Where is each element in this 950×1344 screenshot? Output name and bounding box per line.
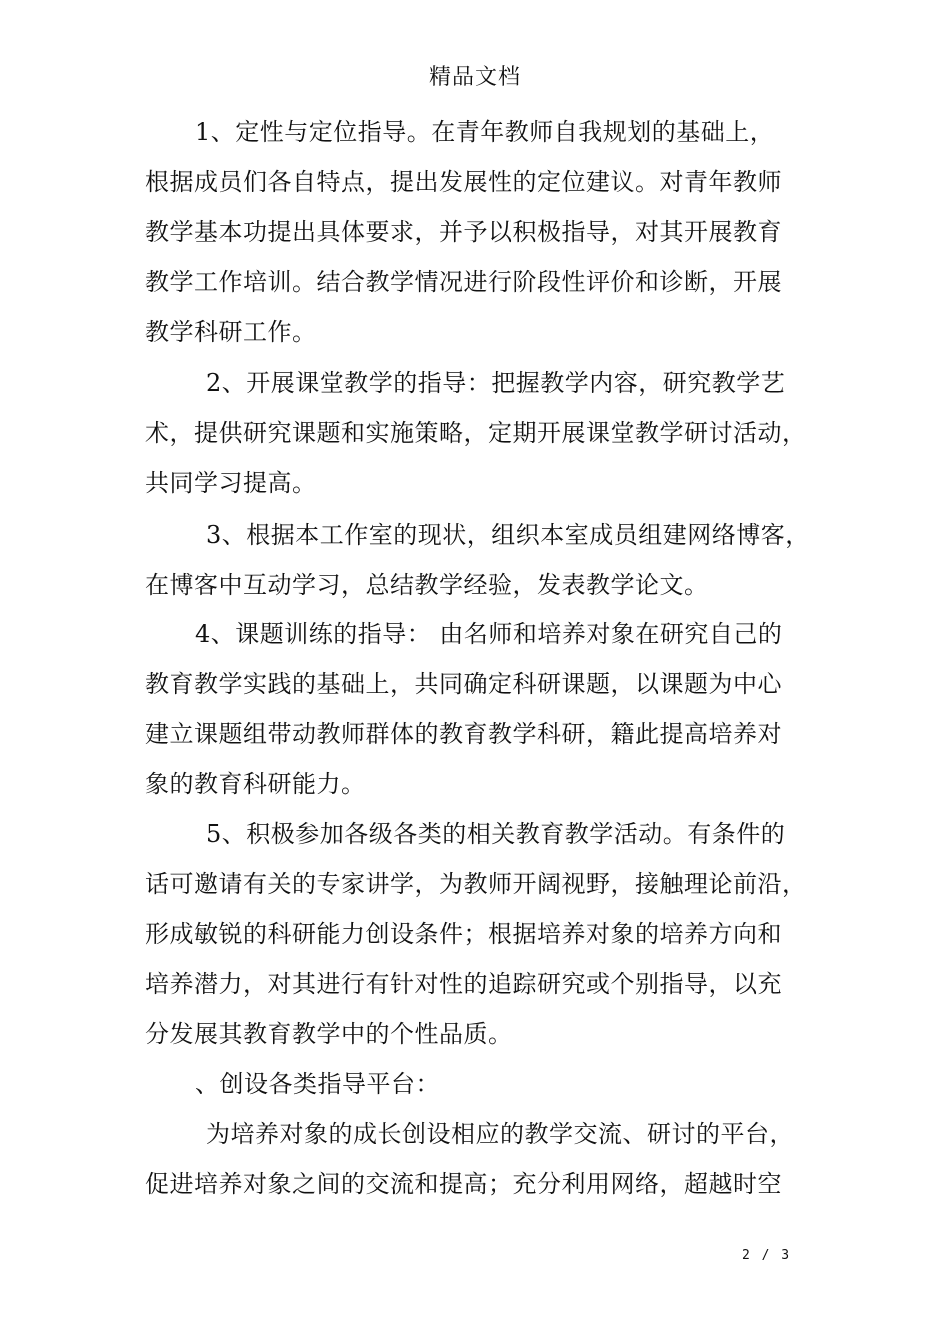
page-number: 2 / 3 [742,1248,792,1263]
paragraph-6-line-1: 为培养对象的成长创设相应的教学交流、研讨的平台， [206,1120,794,1148]
paragraph-5-line-3: 形成敏锐的科研能力创设条件；根据培养对象的培养方向和 [145,920,782,948]
paragraph-3-line-1: 3、根据本工作室的现状，组织本室成员组建网络博客， [206,521,810,549]
paragraph-4-line-1: 4、课题训练的指导： 由名师和培养对象在研究自己的 [195,620,783,648]
paragraph-4-line-4: 象的教育科研能力。 [145,770,366,798]
page-header-title: 精品文档 [428,65,521,90]
paragraph-1-line-1: 1、定性与定位指导。在青年教师自我规划的基础上， [195,118,775,146]
paragraph-5-line-4: 培养潜力，对其进行有针对性的追踪研究或个别指导，以充 [145,970,782,998]
paragraph-1-line-3: 教学基本功提出具体要求，并予以积极指导，对其开展教育 [145,218,782,246]
paragraph-5-line-1: 5、积极参加各级各类的相关教育教学活动。有条件的 [206,820,786,848]
paragraph-5-line-2: 话可邀请有关的专家讲学，为教师开阔视野，接触理论前沿， [145,870,807,898]
paragraph-2-line-3: 共同学习提高。 [145,469,317,497]
paragraph-1-line-5: 教学科研工作。 [145,318,317,346]
paragraph-4-line-3: 建立课题组带动教师群体的教育教学科研，籍此提高培养对 [145,720,782,748]
paragraph-2-line-2: 术，提供研究课题和实施策略，定期开展课堂教学研讨活动， [145,419,807,447]
section-heading-platform: 、创设各类指导平台： [195,1070,440,1098]
paragraph-3-line-2: 在博客中互动学习，总结教学经验，发表教学论文。 [145,571,709,599]
paragraph-6-line-2: 促进培养对象之间的交流和提高；充分利用网络，超越时空 [145,1170,782,1198]
paragraph-2-line-1: 2、开展课堂教学的指导：把握教学内容，研究教学艺 [206,369,786,397]
paragraph-5-line-5: 分发展其教育教学中的个性品质。 [145,1020,513,1048]
paragraph-1-line-4: 教学工作培训。结合教学情况进行阶段性评价和诊断，开展 [145,268,782,296]
paragraph-4-line-2: 教育教学实践的基础上，共同确定科研课题，以课题为中心 [145,670,782,698]
paragraph-1-line-2: 根据成员们各自特点，提出发展性的定位建议。对青年教师 [145,168,782,196]
